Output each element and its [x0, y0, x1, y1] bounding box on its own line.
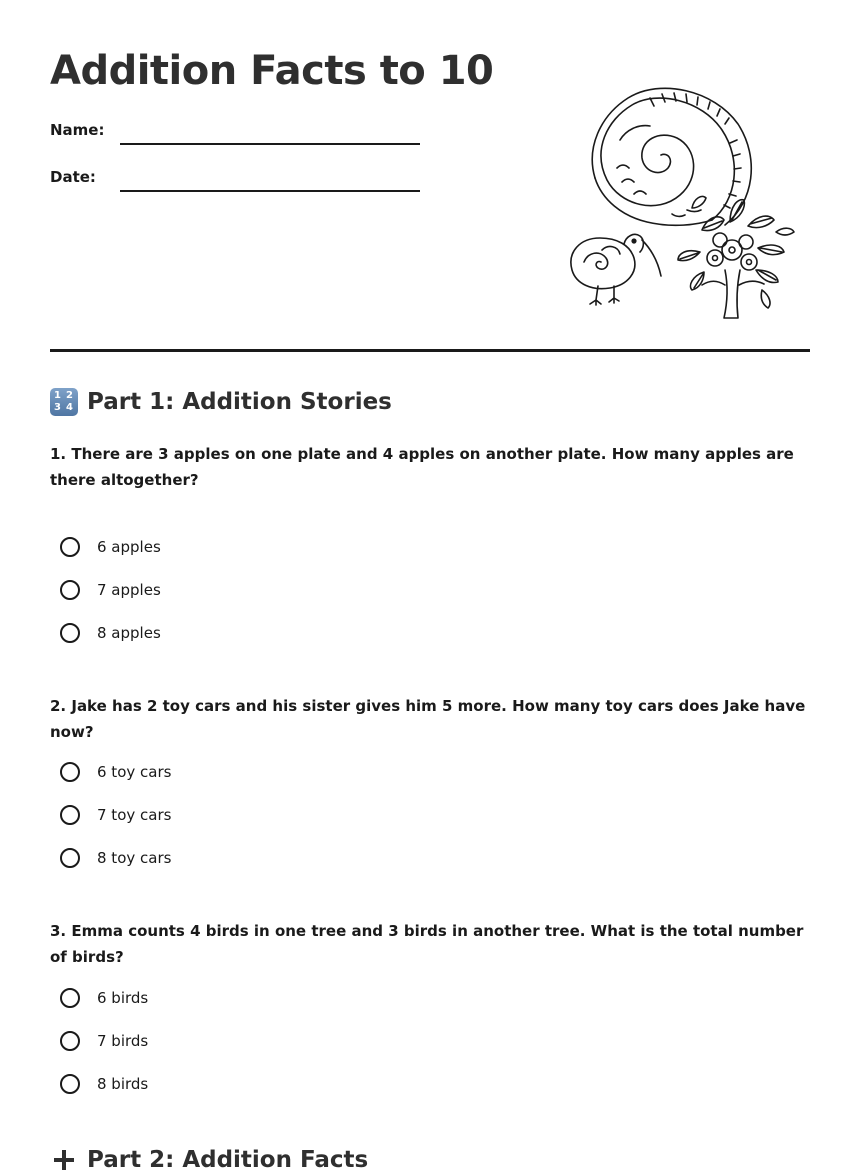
q2-option-a[interactable] [60, 762, 171, 782]
input-numbers-icon: 1 2 3 4 [50, 388, 78, 416]
option-label: 7 apples [97, 581, 161, 599]
q1-option-b[interactable] [60, 580, 161, 600]
part2-heading [50, 1146, 368, 1174]
plus-icon [50, 1146, 78, 1174]
radio-button[interactable] [60, 988, 80, 1008]
question-2-text: 2. Jake has 2 toy cars and his sister gives him 5 more. How many toy cars does Jake have now? [50, 697, 806, 741]
question-3-text: 3. Emma counts 4 birds in one tree and 3 birds in another tree. What is the total number of birds? [50, 922, 804, 966]
koru-spiral-icon [592, 88, 751, 225]
option-label: 8 apples [97, 624, 161, 642]
question-1-text: 1. There are 3 apples on one plate and 4 apples on another plate. How many apples are there altogether? [50, 445, 794, 489]
option-label: 7 toy cars [97, 806, 172, 824]
option-label: 6 toy cars [97, 763, 172, 781]
q3-option-c[interactable] [60, 1074, 148, 1094]
radio-button[interactable] [60, 1031, 80, 1051]
name-label: Name: [50, 121, 105, 139]
part2-heading-text: Part 2: Addition Facts [87, 1147, 369, 1173]
radio-button[interactable] [60, 1074, 80, 1094]
date-label: Date: [50, 168, 96, 186]
option-label: 8 toy cars [97, 849, 172, 867]
q1-option-c[interactable] [60, 623, 161, 643]
name-field[interactable] [120, 143, 420, 145]
q2-option-b[interactable] [60, 805, 171, 825]
q3-option-a[interactable] [60, 988, 148, 1008]
maori-bird-illustration [562, 80, 802, 320]
part1-heading [50, 388, 392, 416]
radio-button[interactable] [60, 762, 80, 782]
radio-button[interactable] [60, 623, 80, 643]
page-title: Addition Facts to 10 [50, 48, 494, 94]
header-divider [50, 349, 810, 352]
q3-option-b[interactable] [60, 1031, 148, 1051]
option-label: 6 birds [97, 989, 149, 1007]
q2-option-c[interactable] [60, 848, 171, 868]
option-label: 7 birds [97, 1032, 149, 1050]
radio-button[interactable] [60, 580, 80, 600]
q1-option-a[interactable] [60, 537, 161, 557]
option-label: 8 birds [97, 1075, 149, 1093]
radio-button[interactable] [60, 848, 80, 868]
part1-heading-text: Part 1: Addition Stories [87, 389, 392, 415]
radio-button[interactable] [60, 805, 80, 825]
option-label: 6 apples [97, 538, 161, 556]
kiwi-bird-icon [571, 234, 661, 305]
radio-button[interactable] [60, 537, 80, 557]
date-field[interactable] [120, 190, 420, 192]
